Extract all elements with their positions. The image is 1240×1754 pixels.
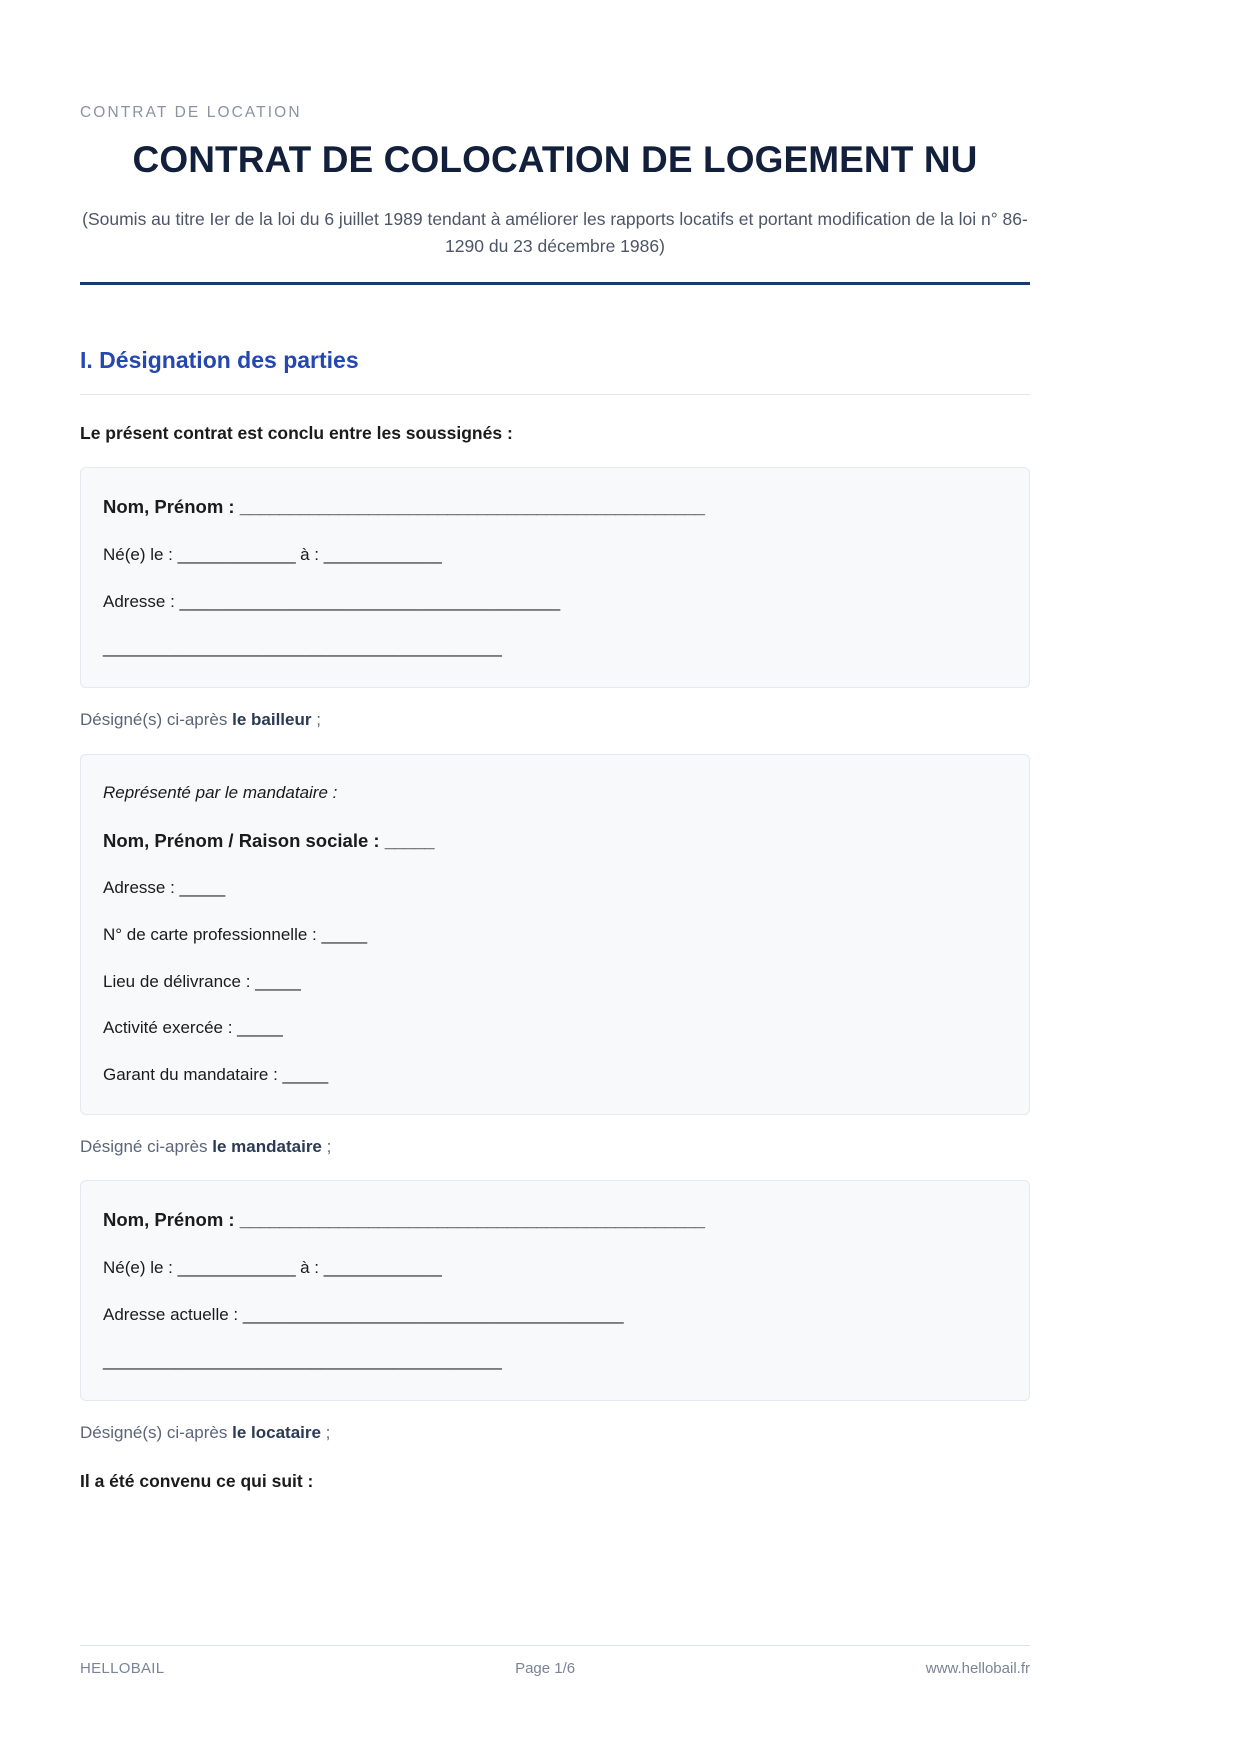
mandataire-field-label: N° de carte professionnelle :	[103, 924, 322, 944]
mandataire-field-blank[interactable]: _____	[179, 878, 225, 898]
mandataire-field-row	[103, 923, 1007, 948]
mandataire-designation-prefix: Désigné ci-après	[80, 1136, 213, 1156]
bailleur-field-blank[interactable]: __________________________________________	[179, 591, 560, 611]
mandataire-party-box	[80, 754, 1030, 1115]
bailleur-designation-role: le bailleur	[232, 710, 312, 730]
page-footer	[80, 1645, 1030, 1677]
footer-divider	[80, 1645, 1030, 1646]
locataire-field-row	[103, 1207, 1007, 1234]
mandataire-field-label: Nom, Prénom / Raison sociale :	[103, 829, 385, 851]
locataire-designation-prefix: Désigné(s) ci-après	[80, 1423, 233, 1443]
mandataire-field-blank[interactable]: _____	[237, 1018, 283, 1038]
section-heading-designation-des-parties: I. Désignation des parties	[80, 347, 359, 374]
document-kicker: CONTRAT DE LOCATION	[80, 104, 302, 121]
mandataire-intro-text: Représenté par le mandataire :	[103, 782, 338, 802]
locataire-field-row	[103, 1349, 1007, 1374]
mandataire-designation-line	[80, 1135, 1030, 1159]
locataire-field-label: Adresse actuelle :	[103, 1304, 243, 1324]
locataire-field-blank-secondary[interactable]: _____________	[323, 1258, 442, 1278]
locataire-field-label: Nom, Prénom :	[103, 1209, 240, 1231]
document-subtitle: (Soumis au titre Ier de la loi du 6 juillet 1989 tendant à améliorer les rapports locatifs et portant modification de la loi n° 86-1290 du 23 décembre 1986)	[82, 208, 1028, 257]
bailleur-field-row	[103, 590, 1007, 615]
mandataire-field-row	[103, 876, 1007, 901]
bailleur-designation-line	[80, 708, 1030, 732]
bailleur-field-label: Nom, Prénom :	[103, 496, 240, 518]
mandataire-field-row	[103, 970, 1007, 995]
locataire-field-label: Né(e) le :	[103, 1258, 178, 1278]
mandataire-field-label: Activité exercée :	[103, 1018, 238, 1038]
mandataire-field-label: Adresse :	[103, 878, 180, 898]
mandataire-field-label: Garant du mandataire :	[103, 1064, 283, 1084]
closing-statement: Il a été convenu ce qui suit :	[80, 1470, 314, 1491]
footer-brand: HELLOBAIL	[80, 1660, 165, 1677]
footer-website: www.hellobail.fr	[925, 1660, 1030, 1677]
mandataire-field-row	[103, 1016, 1007, 1041]
mandataire-field-blank[interactable]: _____	[321, 924, 367, 944]
bailleur-field-label-secondary: à :	[295, 545, 324, 565]
bailleur-field-row	[103, 543, 1007, 568]
locataire-party-box	[80, 1180, 1030, 1401]
mandataire-field-blank[interactable]: _____	[255, 971, 301, 991]
bailleur-field-blank[interactable]: _____________	[177, 545, 296, 565]
footer-row	[80, 1660, 1030, 1677]
locataire-field-blank[interactable]: __________________________________________	[242, 1304, 624, 1324]
bailleur-field-blank-secondary[interactable]: _____________	[323, 545, 442, 565]
bailleur-designation-prefix: Désigné(s) ci-après	[80, 710, 233, 730]
section-divider	[80, 394, 1030, 395]
locataire-field-blank[interactable]: ____________________________________________	[103, 1351, 502, 1371]
document-content	[80, 0, 1030, 1492]
bailleur-party-box	[80, 467, 1030, 688]
mandataire-designation-suffix: ;	[321, 1136, 332, 1156]
bailleur-field-blank[interactable]: _______________________________________________	[239, 496, 705, 518]
bailleur-field-blank[interactable]: ____________________________________________	[103, 638, 502, 658]
page-title: CONTRAT DE COLOCATION DE LOGEMENT NU	[132, 138, 978, 180]
bailleur-field-label: Adresse :	[103, 591, 180, 611]
header-divider	[80, 282, 1030, 285]
bailleur-field-row	[103, 636, 1007, 661]
locataire-designation-line	[80, 1421, 1030, 1445]
mandataire-field-row	[103, 1063, 1007, 1088]
locataire-field-blank[interactable]: _______________________________________________	[239, 1209, 705, 1231]
locataire-field-row	[103, 1256, 1007, 1281]
locataire-designation-role: le locataire	[232, 1423, 321, 1443]
locataire-field-label-secondary: à :	[295, 1258, 324, 1278]
mandataire-field-blank[interactable]: _____	[384, 829, 435, 851]
bailleur-designation-suffix: ;	[311, 710, 321, 730]
mandataire-field-label: Lieu de délivrance :	[103, 971, 256, 991]
mandataire-designation-role: le mandataire	[212, 1136, 322, 1156]
footer-page-number: Page 1/6	[515, 1660, 576, 1677]
locataire-field-blank[interactable]: _____________	[177, 1258, 296, 1278]
mandataire-field-row	[103, 828, 1007, 855]
bailleur-field-row	[103, 494, 1007, 521]
bailleur-field-label: Né(e) le :	[103, 545, 178, 565]
mandataire-field-blank[interactable]: _____	[282, 1064, 328, 1084]
locataire-designation-suffix: ;	[320, 1423, 331, 1443]
section-lead-text: Le présent contrat est conclu entre les soussignés :	[80, 422, 513, 443]
locataire-field-row	[103, 1303, 1007, 1328]
